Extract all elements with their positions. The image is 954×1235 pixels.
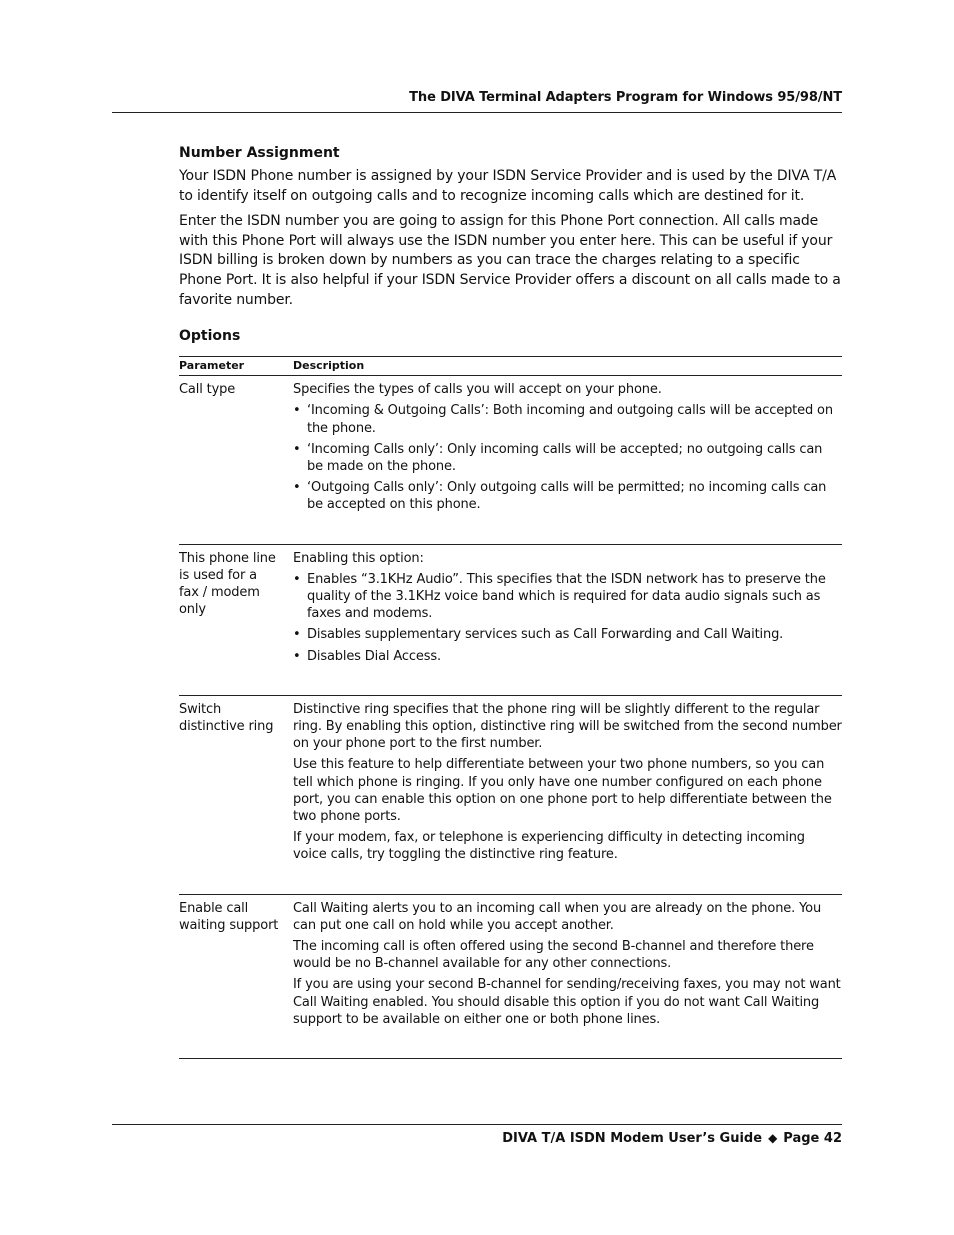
description-cell — [293, 376, 842, 544]
bullet-item: • ‘Outgoing Calls only’: Only outgoing calls will be permitted; no incoming calls can be accepted on this phone. — [293, 479, 842, 513]
page-number: Page 42 — [783, 1131, 842, 1146]
table-row — [179, 695, 842, 894]
bullet-list — [293, 402, 842, 513]
parameter-cell: Call type — [179, 376, 293, 544]
description-cell — [293, 894, 842, 1058]
section-heading: Number Assignment — [179, 145, 340, 161]
description-text: Use this feature to help differentiate between your two phone numbers, so you can tell which phone is ringing. If you only have one number configured on each phone port, you can enable this option on one phone port to help differentiate between the two phone ports. — [293, 757, 832, 825]
parameter-cell: This phone line is used for a fax / modem only — [179, 544, 293, 695]
table-header-row — [179, 357, 842, 376]
options-table — [179, 356, 842, 1059]
description-text: The incoming call is often offered using the second B-channel and therefore there would be no B-channel available for any other connections. — [293, 939, 814, 972]
parameter-cell: Switch distinctive ring — [179, 695, 293, 894]
diamond-icon: ◆ — [768, 1131, 778, 1145]
description-text: Specifies the types of calls you will accept on your phone. — [293, 382, 662, 398]
running-header: The DIVA Terminal Adapters Program for Windows 95/98/NT — [409, 90, 842, 105]
bullet-item: • Enables “3.1KHz Audio”. This specifies that the ISDN network has to preserve the quality of the 3.1KHz voice band which is required for data audio signals such as faxes and modems. — [293, 571, 842, 623]
column-header-parameter: Parameter — [179, 357, 293, 376]
parameter-cell: Enable call waiting support — [179, 894, 293, 1058]
bullet-list — [293, 571, 842, 665]
bullet-item: • Disables Dial Access. — [293, 648, 842, 665]
table-row — [179, 376, 842, 544]
body-paragraph: Your ISDN Phone number is assigned by your ISDN Service Provider and is used by the DIVA T/A to identify itself on outgoing calls and to recognize incoming calls which are destined for it. — [179, 168, 837, 204]
bullet-item: • ‘Incoming & Outgoing Calls’: Both incoming and outgoing calls will be accepted on the phone. — [293, 402, 842, 436]
table-row — [179, 544, 842, 695]
options-heading: Options — [179, 328, 241, 345]
footer-rule — [112, 1124, 842, 1125]
running-footer — [112, 1131, 842, 1146]
description-text: Distinctive ring specifies that the phone ring will be slightly different to the regular ring. By enabling this option, distinctive ring will be switched from the second number on your phone port to the first number. — [293, 701, 842, 752]
description-text: If your modem, fax, or telephone is experiencing difficulty in detecting incoming voice calls, try toggling the distinctive ring feature. — [293, 830, 805, 863]
bullet-item: • Disables supplementary services such as Call Forwarding and Call Waiting. — [293, 626, 842, 643]
header-rule — [112, 112, 842, 113]
description-text: Enabling this option: — [293, 550, 424, 566]
column-header-description: Description — [293, 357, 842, 376]
description-text: Call Waiting alerts you to an incoming call when you are already on the phone. You can put one call on hold while you accept another. — [293, 900, 822, 933]
table-row — [179, 894, 842, 1058]
bullet-item: • ‘Incoming Calls only’: Only incoming calls will be accepted; no outgoing calls can be made on the phone. — [293, 441, 842, 475]
description-cell — [293, 695, 842, 894]
description-cell — [293, 544, 842, 695]
page-content — [179, 145, 842, 1059]
guide-title: DIVA T/A ISDN Modem User’s Guide — [502, 1131, 763, 1146]
body-paragraph: Enter the ISDN number you are going to assign for this Phone Port connection. All calls made with this Phone Port will always use the ISDN number you enter here. This can be useful if your ISDN billing is broken down by numbers as you can trace the charges relating to a specific Phone Port. It is also helpful if your ISDN Service Provider offers a discount on all calls made to a favorite number. — [179, 213, 841, 308]
description-text: If you are using your second B-channel for sending/receiving faxes, you may not want Call Waiting enabled. You should disable this option if you do not want Call Waiting support to be available on either one or both phone lines. — [293, 977, 841, 1027]
